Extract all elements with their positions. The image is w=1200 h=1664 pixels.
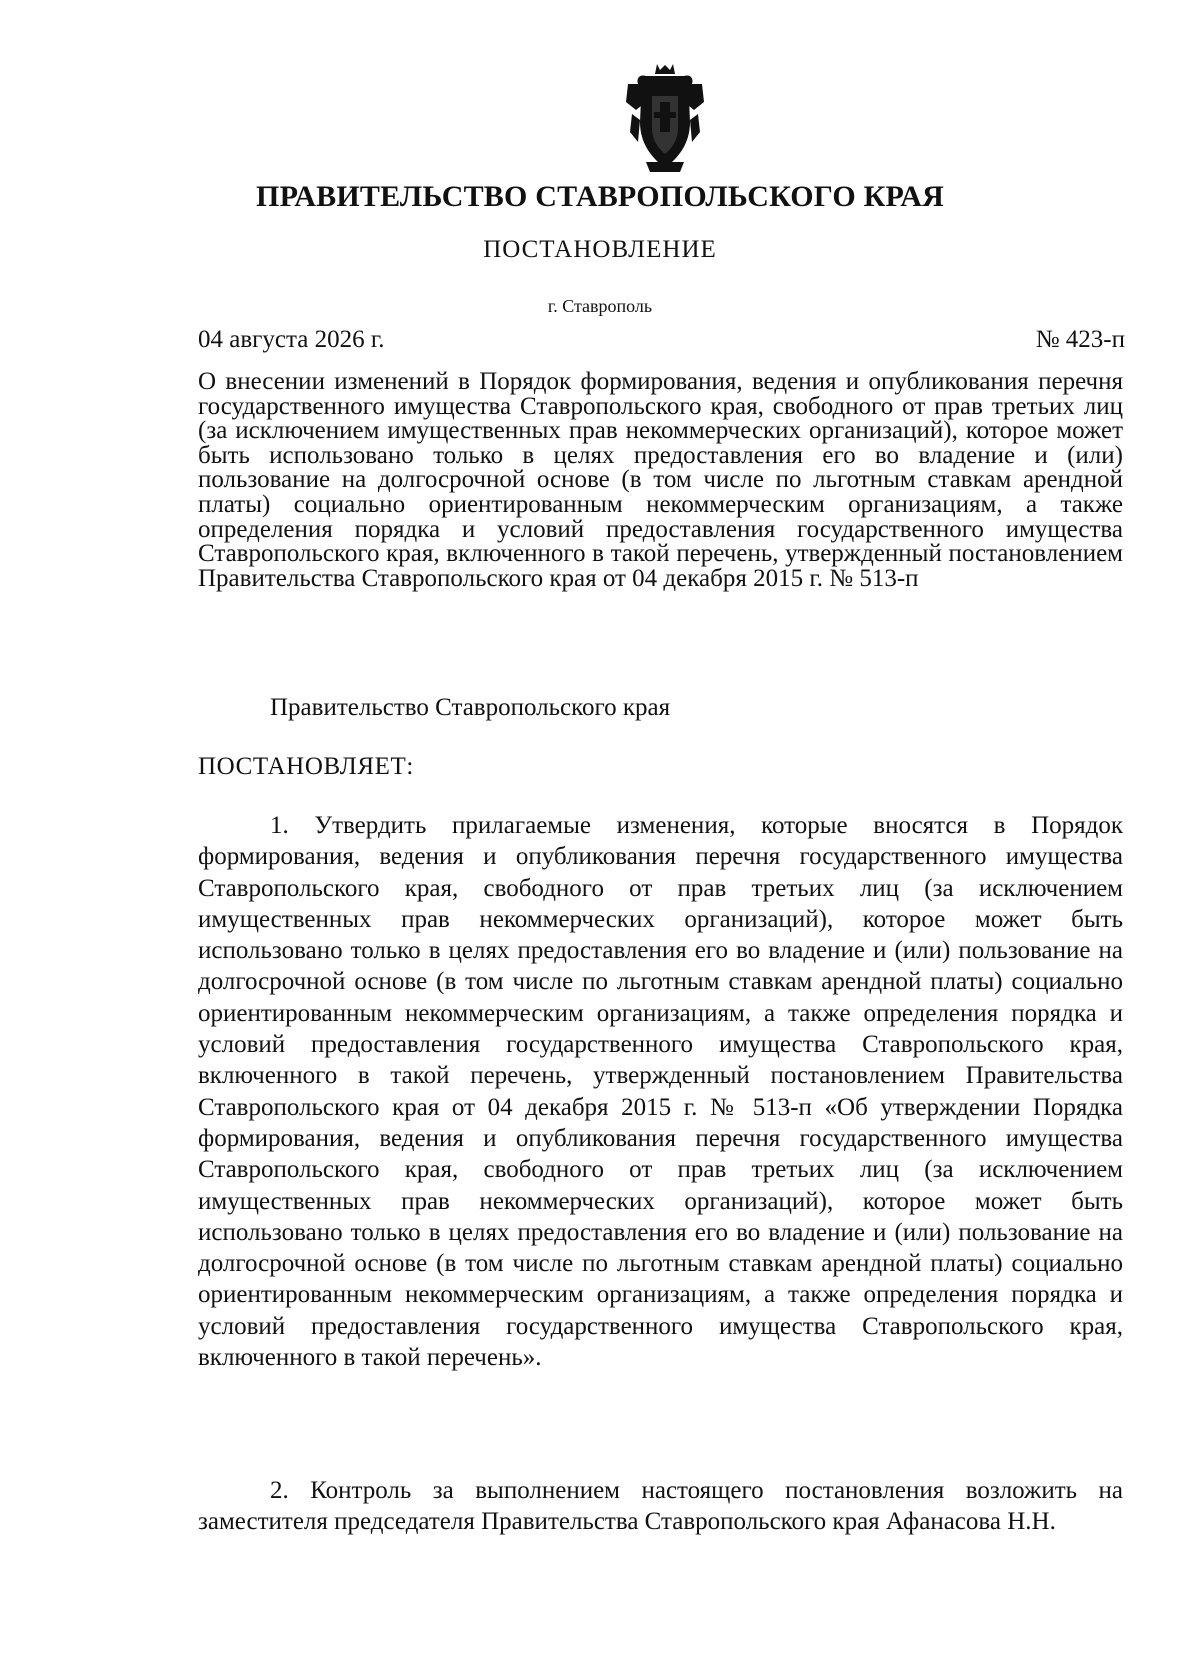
- document-type-title: ПОСТАНОВЛЕНИЕ: [483, 236, 717, 263]
- government-title: ПРАВИТЕЛЬСТВО СТАВРОПОЛЬСКОГО КРАЯ: [256, 180, 944, 213]
- document-number: № 423-п: [1035, 326, 1125, 353]
- city-label: г. Ставрополь: [547, 296, 653, 316]
- paragraph-2: 2. Контроль за выполнением настоящего постановления возложить на заместителя председателя Правительства Ставропольского края Афанасова Н.Н.: [198, 1477, 1123, 1536]
- document-subject: О внесении изменений в Порядок формирования, ведения и опубликования перечня государственного имущества Ставропольского края, свободного от прав третьих лиц (за исключением имущественных прав некоммерческих организаций), которое может быть использовано только в целях предоставления его во владение и (или) пользование на долгосрочной основе (в том числе по льготным ставкам арендной платы) социально ориентированным некоммерческим организациям, а также определения порядка и условий предоставления государственного имущества Ставропольского края, включенного в такой перечень, утвержденный постановлением Правительства Ставропольского края от 04 декабря 2015 г. № 513-п: [198, 368, 1123, 592]
- preamble-text: Правительство Ставропольского края: [270, 694, 671, 721]
- coat-of-arms-icon: [624, 62, 706, 174]
- resolution-heading: ПОСТАНОВЛЯЕТ:: [198, 753, 414, 780]
- document-date: 04 августа 2026 г.: [198, 326, 385, 353]
- paragraph-1: 1. Утвердить прилагаемые изменения, которые вносятся в Порядок формирования, ведения и опубликования перечня государственного имущества Ставропольского края, свободного от прав третьих лиц (за исключением имущественных прав некоммерческих организаций), которое может быть использовано только в целях предоставления его во владение и (или) пользование на долгосрочной основе (в том числе по льготным ставкам арендной платы) социально ориентированным некоммерческим организациям, а также определения порядка и условий предоставления государственного имущества Ставропольского края, включенного в такой перечень, утвержденный постановлением Правительства Ставропольского края от 04 декабря 2015 г. № 513-п «Об утверждении Порядка формирования, ведения и опубликования перечня государственного имущества Ставропольского края, свободного от прав третьих лиц (за исключением имущественных прав некоммерческих организаций), которое может быть использовано только в целях предоставления его во владение и (или) пользование на долгосрочной основе (в том числе по льготным ставкам арендной платы) социально ориентированным некоммерческим организациям, а также определения порядка и условий предоставления государственного имущества Ставропольского края, включенного в такой перечень».: [198, 812, 1123, 1372]
